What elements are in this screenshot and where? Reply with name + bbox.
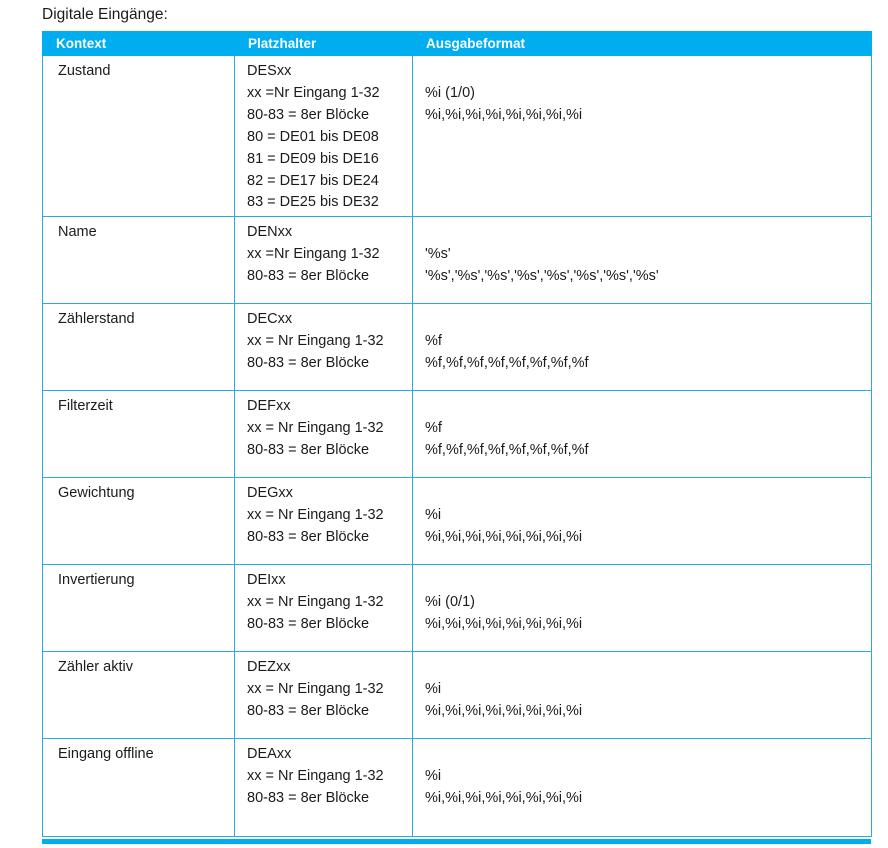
kontext-cell: Invertierung <box>43 565 235 652</box>
text-line: %i <box>425 768 442 785</box>
ausgabeformat-cell <box>413 739 872 837</box>
text-line: DEIxx <box>247 572 286 589</box>
text-line: 81 = DE09 bis DE16 <box>247 150 379 167</box>
platzhalter-cell <box>235 739 413 837</box>
text-line <box>425 222 865 244</box>
text-line: DESxx <box>247 63 292 79</box>
table-row <box>43 217 872 304</box>
table-row <box>43 304 872 391</box>
text-line: 83 = DE25 bis DE32 <box>247 194 379 211</box>
table-row <box>43 652 872 739</box>
text-line: %i <box>425 507 442 524</box>
kontext-cell: Name <box>43 217 235 304</box>
text-line: DEFxx <box>247 398 291 415</box>
ausgabeformat-cell <box>413 56 872 217</box>
platzhalter-cell <box>235 217 413 304</box>
text-line: xx = Nr Eingang 1-32 <box>247 768 384 785</box>
text-line: %i,%i,%i,%i,%i,%i,%i,%i <box>425 790 583 807</box>
text-line: 80-83 = 8er Blöcke <box>247 355 370 372</box>
text-line <box>425 309 865 331</box>
digital-inputs-table <box>42 31 872 837</box>
kontext-cell: Eingang offline <box>43 739 235 837</box>
text-line <box>425 396 865 418</box>
text-line: %f <box>425 333 442 350</box>
text-line: %i,%i,%i,%i,%i,%i,%i,%i <box>425 616 583 633</box>
platzhalter-cell <box>235 304 413 391</box>
ausgabeformat-cell <box>413 565 872 652</box>
ausgabeformat-cell <box>413 652 872 739</box>
text-line: %i,%i,%i,%i,%i,%i,%i,%i <box>425 106 583 123</box>
text-line: 82 = DE17 bis DE24 <box>247 172 379 189</box>
platzhalter-cell <box>235 478 413 565</box>
kontext-cell: Zähler aktiv <box>43 652 235 739</box>
text-line: %i (0/1) <box>425 594 475 611</box>
table-bottom-bar <box>42 839 871 844</box>
text-line: %i <box>425 681 442 698</box>
text-line: '%s','%s','%s','%s','%s','%s','%s','%s' <box>425 268 659 285</box>
kontext-cell: Zustand <box>43 56 235 217</box>
page-title: Digitale Eingänge: <box>42 6 168 23</box>
kontext-cell: Filterzeit <box>43 391 235 478</box>
text-line: 80-83 = 8er Blöcke <box>247 106 370 123</box>
text-line: DEZxx <box>247 659 291 676</box>
platzhalter-cell <box>235 56 413 217</box>
table-row <box>43 391 872 478</box>
ausgabeformat-cell <box>413 391 872 478</box>
text-line: xx = Nr Eingang 1-32 <box>247 594 384 611</box>
text-line <box>425 744 865 766</box>
platzhalter-cell <box>235 391 413 478</box>
text-line: xx = Nr Eingang 1-32 <box>247 420 384 437</box>
text-line: 80-83 = 8er Blöcke <box>247 529 370 546</box>
text-line: xx =Nr Eingang 1-32 <box>247 246 380 263</box>
text-line: %f,%f,%f,%f,%f,%f,%f,%f <box>425 355 589 372</box>
text-line: 80-83 = 8er Blöcke <box>247 790 370 807</box>
table-body <box>43 56 872 837</box>
text-line: DEGxx <box>247 485 293 502</box>
platzhalter-cell <box>235 652 413 739</box>
text-line: %i (1/0) <box>425 84 475 101</box>
text-line: 80-83 = 8er Blöcke <box>247 442 370 459</box>
text-line: DENxx <box>247 224 293 241</box>
text-line: %f <box>425 420 442 437</box>
text-line: xx = Nr Eingang 1-32 <box>247 333 384 350</box>
text-line: %i,%i,%i,%i,%i,%i,%i,%i <box>425 703 583 720</box>
text-line: %f,%f,%f,%f,%f,%f,%f,%f <box>425 442 589 459</box>
table-row <box>43 56 872 217</box>
text-line: xx =Nr Eingang 1-32 <box>247 84 380 101</box>
kontext-cell: Zählerstand <box>43 304 235 391</box>
text-line <box>425 483 865 505</box>
text-line: %i,%i,%i,%i,%i,%i,%i,%i <box>425 529 583 546</box>
text-line: '%s' <box>425 246 451 263</box>
table-header-row <box>43 32 872 56</box>
table-row <box>43 739 872 837</box>
table-row <box>43 565 872 652</box>
ausgabeformat-cell <box>413 478 872 565</box>
text-line: xx = Nr Eingang 1-32 <box>247 681 384 698</box>
column-header-platzhalter: Platzhalter <box>235 32 413 56</box>
text-line: DECxx <box>247 311 293 328</box>
kontext-cell: Gewichtung <box>43 478 235 565</box>
text-line: xx = Nr Eingang 1-32 <box>247 507 384 524</box>
text-line: 80 = DE01 bis DE08 <box>247 128 379 145</box>
platzhalter-cell <box>235 565 413 652</box>
ausgabeformat-cell <box>413 217 872 304</box>
column-header-ausgabeformat: Ausgabeformat <box>413 32 872 56</box>
text-line <box>425 61 865 83</box>
text-line: DEAxx <box>247 746 292 763</box>
text-line: 80-83 = 8er Blöcke <box>247 703 370 720</box>
table-row <box>43 478 872 565</box>
ausgabeformat-cell <box>413 304 872 391</box>
column-header-kontext: Kontext <box>43 32 235 56</box>
text-line: 80-83 = 8er Blöcke <box>247 616 370 633</box>
text-line: 80-83 = 8er Blöcke <box>247 268 370 285</box>
text-line <box>425 657 865 679</box>
text-line <box>425 570 865 592</box>
